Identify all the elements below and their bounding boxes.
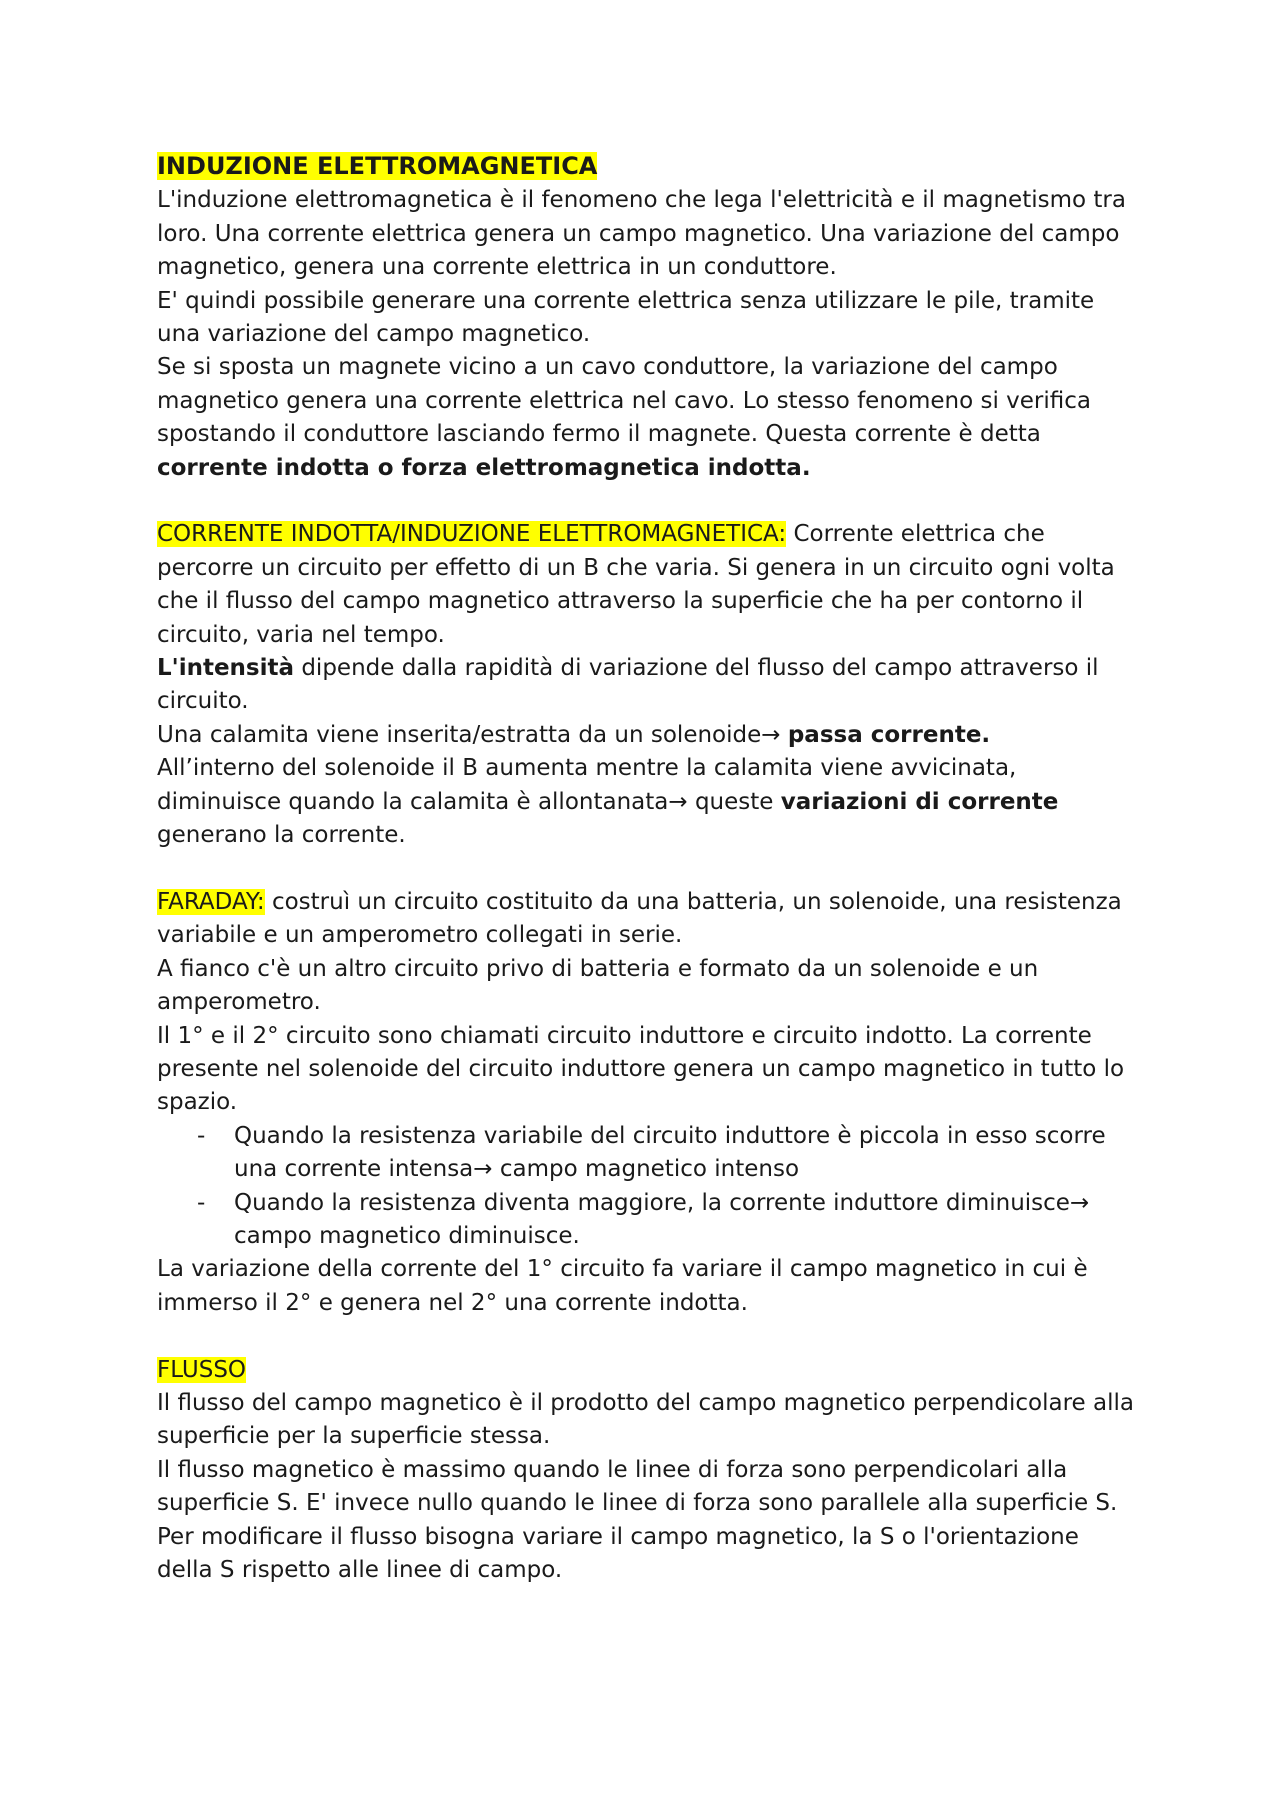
list-item — [157, 1120, 1137, 1187]
spacer — [157, 1320, 1137, 1353]
corrente-paragraph-4-end: generano la corrente. — [157, 822, 406, 849]
document-page — [157, 150, 1137, 1587]
flusso-heading-line — [157, 1354, 1137, 1387]
list-item-text: Quando la resistenza variabile del circuito induttore è piccola in esso scorre una corrente intensa→ campo magnetico intenso — [234, 1122, 1106, 1183]
spacer — [157, 485, 1137, 518]
corrente-paragraph-4-bold: variazioni di corrente — [780, 788, 1059, 815]
intro-paragraph-3-text: Se si sposta un magnete vicino a un cavo conduttore, la variazione del campo magnetico genera una corrente elettrica nel cavo. Lo stesso fenomeno si verifica spostando il conduttore lasciando fermo il magnete. Questa corrente è detta — [157, 354, 1092, 448]
corrente-paragraph-3 — [157, 719, 1137, 752]
faraday-paragraph-1 — [157, 886, 1137, 953]
corrente-heading: CORRENTE INDOTTA/INDUZIONE ELETTROMAGNETICA: — [157, 521, 787, 548]
corrente-paragraph-4 — [157, 752, 1137, 852]
corrente-paragraph-2 — [157, 652, 1137, 719]
intro-paragraph-3-bold: corrente indotta o forza elettromagnetica indotta. — [157, 454, 811, 481]
flusso-heading: FLUSSO — [157, 1356, 247, 1383]
faraday-paragraph-1-text: costruì un circuito costituito da una batteria, un solenoide, una resistenza variabile e un amperometro collegati in serie. — [157, 888, 1122, 949]
flusso-paragraph-2: Il flusso magnetico è massimo quando le linee di forza sono perpendicolari alla superficie S. E' invece nullo quando le linee di forza sono parallele alla superficie S. Per modificare il flusso bisogna variare il campo magnetico, la S o l'orientazione della S rispetto alle linee di campo. — [157, 1456, 1118, 1584]
faraday-paragraph-2: A fianco c'è un altro circuito privo di batteria e formato da un solenoide e un amperometro. — [157, 955, 1039, 1016]
corrente-paragraph-2-bold: L'intensità — [157, 655, 295, 682]
corrente-paragraph-4-text: All’interno del solenoide il B aumenta mentre la calamita viene avvicinata, diminuisce quando la calamita è allontanata→ queste — [157, 755, 1017, 815]
corrente-paragraph-2-text: dipende dalla rapidità di variazione del flusso del campo attraverso il circuito. — [157, 655, 1099, 715]
spacer — [157, 853, 1137, 886]
faraday-bullet-list — [157, 1120, 1137, 1254]
list-item — [157, 1187, 1137, 1254]
corrente-paragraph-1-text: Corrente elettrica che percorre un circuito per effetto di un B che varia. Si genera in un circuito ogni volta che il flusso del campo magnetico attraverso la superficie che ha per contorno il circuito, varia nel tempo. — [157, 521, 1115, 648]
intro-paragraph-3 — [157, 351, 1137, 485]
corrente-paragraph-1 — [157, 518, 1137, 652]
page-title: INDUZIONE ELETTROMAGNETICA — [157, 152, 598, 180]
faraday-heading: FARADAY: — [157, 888, 265, 915]
dash-bullet-icon: - — [197, 1122, 206, 1149]
intro-paragraph-2: E' quindi possibile generare una corrente elettrica senza utilizzare le pile, tramite una variazione del campo magnetico. — [157, 287, 1095, 348]
title-line — [157, 150, 1137, 184]
dash-bullet-icon: - — [197, 1189, 206, 1216]
faraday-paragraph-3: Il 1° e il 2° circuito sono chiamati circuito induttore e circuito indotto. La corrente presente nel solenoide del circuito induttore genera un campo magnetico in tutto lo spazio. — [157, 1022, 1125, 1116]
corrente-paragraph-3-text: Una calamita viene inserita/estratta da un solenoide→ — [157, 721, 788, 748]
list-item-text: Quando la resistenza diventa maggiore, la corrente induttore diminuisce→ campo magnetico diminuisce. — [234, 1189, 1090, 1249]
faraday-paragraph-4: La variazione della corrente del 1° circuito fa variare il campo magnetico in cui è immerso il 2° e genera nel 2° una corrente indotta. — [157, 1256, 1088, 1316]
flusso-paragraph-1: Il flusso del campo magnetico è il prodotto del campo magnetico perpendicolare alla superficie per la superficie stessa. — [157, 1389, 1134, 1450]
corrente-paragraph-3-bold: passa corrente. — [787, 721, 991, 748]
intro-paragraph-1: L'induzione elettromagnetica è il fenomeno che lega l'elettricità e il magnetismo tra loro. Una corrente elettrica genera un campo magnetico. Una variazione del campo magnetico, genera una corrente elettrica in un conduttore. — [157, 187, 1126, 281]
